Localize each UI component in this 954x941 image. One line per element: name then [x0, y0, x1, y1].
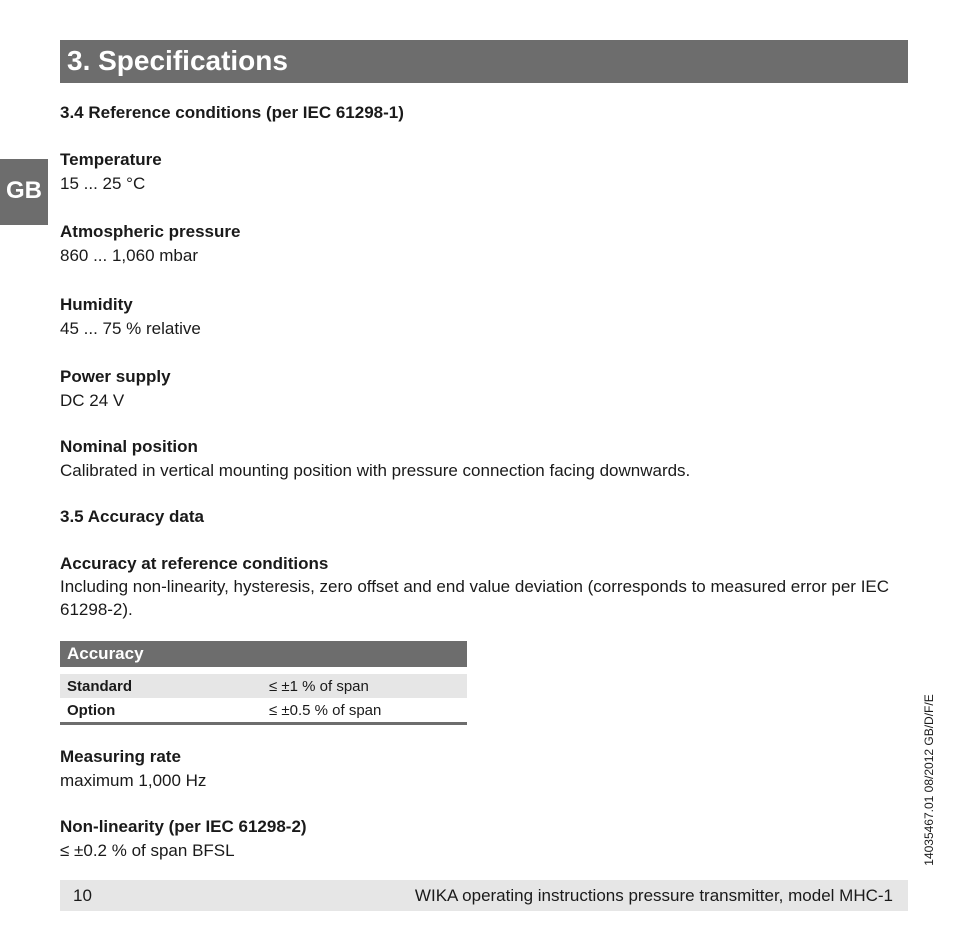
page-number: 10 [73, 886, 92, 905]
temperature-label: Temperature [60, 150, 162, 169]
language-tab-label: GB [6, 177, 42, 204]
humidity-value: 45 ... 75 % relative [60, 319, 201, 338]
section-heading-accuracy-data: 3.5 Accuracy data [60, 507, 204, 526]
accuracy-reference-label: Accuracy at reference conditions [60, 554, 329, 573]
power-supply-label: Power supply [60, 367, 171, 386]
atmospheric-pressure-label: Atmospheric pressure [60, 222, 241, 241]
accuracy-table [60, 641, 467, 725]
atmospheric-pressure-value: 860 ... 1,060 mbar [60, 246, 198, 265]
non-linearity-label: Non-linearity (per IEC 61298-2) [60, 817, 307, 836]
nominal-position-value: Calibrated in vertical mounting position with pressure connection facing downwards. [60, 461, 691, 480]
footer-text: WIKA operating instructions pressure transmitter, model MHC-1 [414, 886, 893, 905]
accuracy-row-name: Option [60, 698, 262, 724]
measuring-rate-label: Measuring rate [60, 747, 181, 766]
non-linearity-value: ≤ ±0.2 % of span BFSL [60, 841, 235, 860]
page-footer [60, 880, 908, 911]
accuracy-row-value: ≤ ±1 % of span [262, 674, 467, 698]
section-heading-reference-conditions: 3.4 Reference conditions (per IEC 61298-1) [60, 103, 404, 122]
temperature-value: 15 ... 25 °C [60, 174, 146, 193]
language-tab [0, 159, 48, 225]
nominal-position-label: Nominal position [60, 437, 198, 456]
accuracy-row-value: ≤ ±0.5 % of span [262, 698, 467, 724]
section-header-bar [60, 40, 908, 83]
humidity-label: Humidity [60, 295, 133, 314]
table-row [60, 674, 467, 698]
table-row [60, 698, 467, 724]
accuracy-table-header: Accuracy [60, 641, 467, 667]
measuring-rate-value: maximum 1,000 Hz [60, 771, 207, 790]
accuracy-row-name: Standard [60, 674, 262, 698]
page-title: 3. Specifications [67, 45, 288, 76]
power-supply-value: DC 24 V [60, 391, 125, 410]
document-code-text: 14035467.01 08/2012 GB/D/F/E [922, 694, 936, 866]
accuracy-reference-value: Including non-linearity, hysteresis, zero offset and end value deviation (corresponds to measured error per IEC 61298-2). [60, 577, 890, 619]
